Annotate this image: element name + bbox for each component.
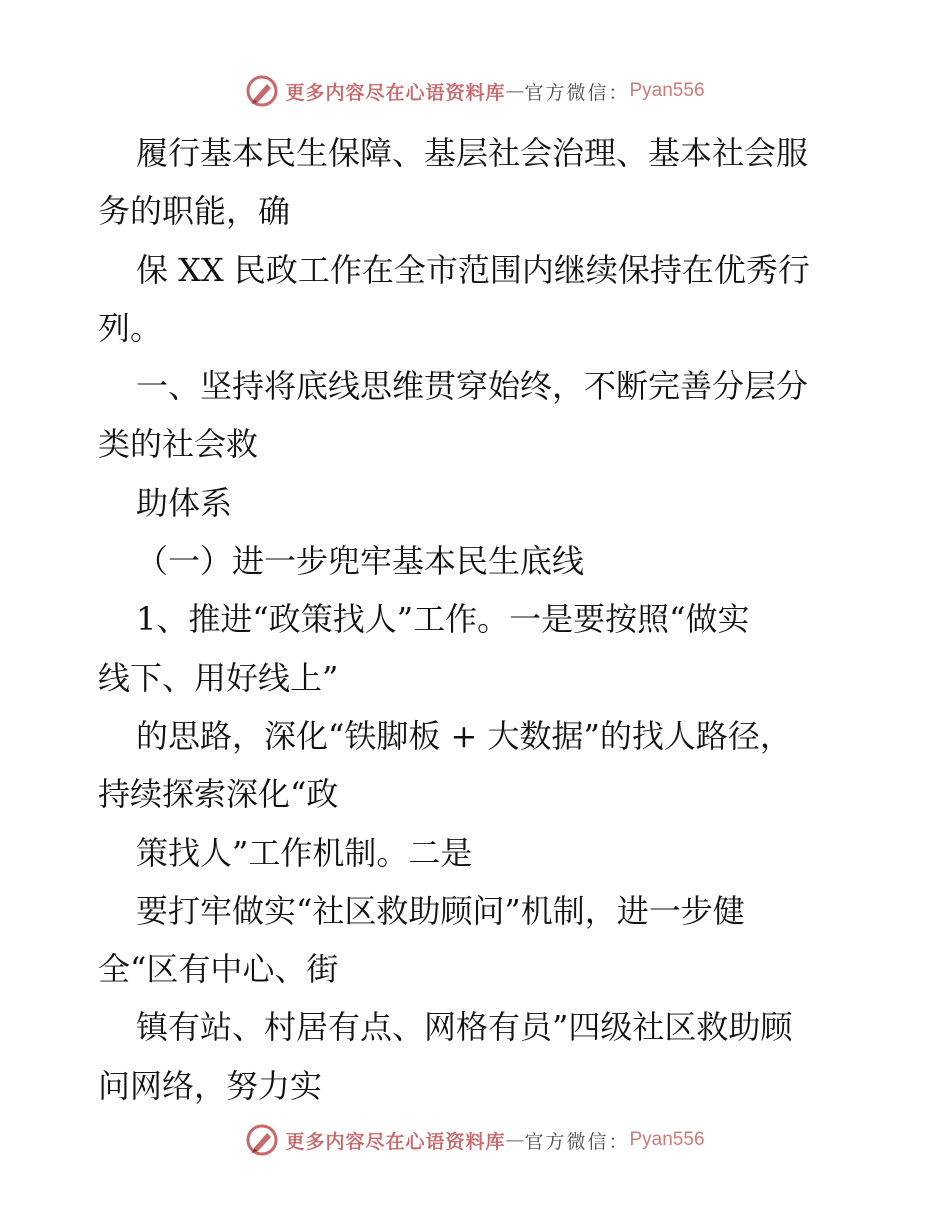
footer-banner [0, 1120, 950, 1160]
document-body [98, 124, 858, 1115]
banner-official-label: 官方微信： [524, 1130, 630, 1153]
banner-wechat-id: Pyan556 [629, 1129, 705, 1150]
text-line: 策找人”工作机制。二是 [136, 833, 473, 872]
text-line: 类的社会救 [98, 425, 259, 464]
banner-separator: — [505, 1129, 525, 1151]
text-line: 全“区有中心、街 [98, 950, 339, 989]
section-heading: （一）进一步兜牢基本民生底线 [136, 542, 585, 581]
banner-separator: — [505, 80, 525, 102]
banner-title: 更多内容尽在心语资料库 [285, 81, 506, 104]
text-line: 要打牢做实“社区救助顾问”机制，进一步健 [136, 891, 745, 930]
pen-logo-icon [245, 74, 279, 108]
text-line: 的思路，深化“铁脚板 + 大数据”的找人路径， [136, 716, 792, 755]
banner-official-label: 官方微信： [524, 81, 630, 104]
text-line: 1、推进“政策找人”工作。一是要按照“做实 [136, 600, 750, 639]
header-banner [0, 71, 950, 111]
text-line: 务的职能，确 [98, 192, 291, 231]
text-line: 助体系 [136, 483, 233, 522]
text-line: 持续探索深化“政 [98, 775, 339, 814]
text-line: 列。 [98, 308, 163, 347]
pen-logo-icon [245, 1123, 279, 1157]
text-line: 镇有站、村居有点、网格有员”四级社区救助顾 [136, 1008, 793, 1047]
banner-wechat-id: Pyan556 [629, 80, 705, 101]
banner-title: 更多内容尽在心语资料库 [285, 1130, 506, 1153]
text-line: 问网络，努力实 [98, 1066, 323, 1105]
text-line: 履行基本民生保障、基层社会治理、基本社会服 [136, 134, 809, 172]
text-line: 保 XX 民政工作在全市范围内继续保持在优秀行 [136, 250, 810, 289]
text-line: 一、坚持将底线思维贯穿始终，不断完善分层分 [136, 367, 809, 406]
text-line: 线下、用好线上” [98, 658, 339, 697]
